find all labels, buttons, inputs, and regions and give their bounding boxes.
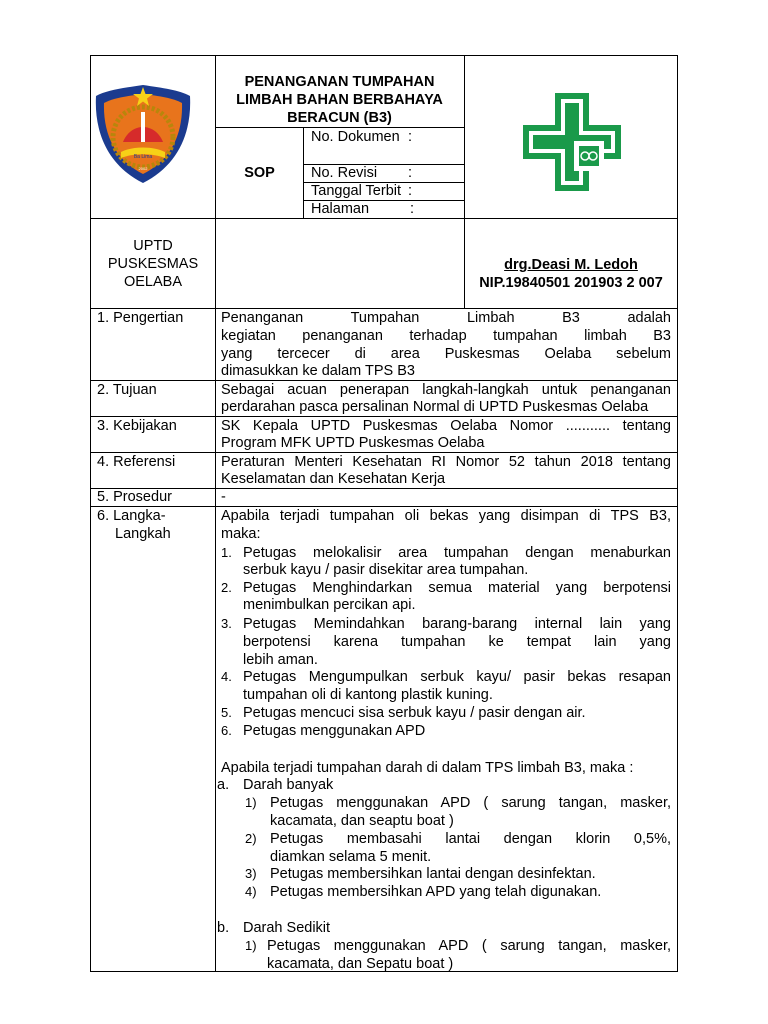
sub-label-a: a. bbox=[217, 777, 230, 793]
step-number: 5. bbox=[221, 705, 232, 720]
label-langkah: Langkah bbox=[115, 526, 171, 542]
sub-step-line: Petugas menggunakan APD ( sarung tangan, masker, bbox=[267, 938, 671, 954]
org-line-2: PUSKESMAS bbox=[107, 256, 199, 272]
sub-step-line: diamkan selama 5 menit. bbox=[270, 849, 432, 865]
pengertian-line: dimasukkan ke dalam TPS B3 bbox=[221, 363, 415, 379]
referensi-line: Peraturan Menteri Kesehatan RI Nomor 52 tahun 2018 tentang bbox=[221, 454, 671, 470]
referensi-line: Keselamatan dan Kesehatan Kerja bbox=[221, 471, 446, 487]
sub-step-line: Petugas membasahi lantai dengan klorin 0,5%, bbox=[270, 831, 671, 847]
field-no-revisi: No. Revisi bbox=[311, 165, 378, 181]
label-pengertian: 1. Pengertian bbox=[97, 310, 184, 326]
sub-step-number: 1) bbox=[245, 795, 257, 810]
signer-nip: NIP.19840501 201903 2 007 bbox=[479, 275, 663, 291]
sub-step-line: Petugas menggunakan APD ( sarung tangan, masker, bbox=[270, 795, 671, 811]
kebijakan-line: Program MFK UPTD Puskesmas Oelaba bbox=[221, 435, 485, 451]
pengertian-line: Penanganan Tumpahan Limbah B3 adalah bbox=[221, 310, 671, 326]
tujuan-line: Sebagai acuan penerapan langkah-langkah untuk penanganan bbox=[221, 382, 671, 398]
sop-title-line-2: LIMBAH BAHAN BERBAHAYA bbox=[236, 92, 443, 108]
step-number: 3. bbox=[221, 616, 232, 631]
label-referensi: 4. Referensi bbox=[97, 454, 176, 470]
sub-title-a: Darah banyak bbox=[243, 777, 334, 793]
tujuan-line: perdarahan pasca persalinan Normal di UPTD Puskesmas Oelaba bbox=[221, 399, 649, 415]
darah-intro: Apabila terjadi tumpahan darah di dalam TPS limbah B3, maka : bbox=[221, 760, 634, 776]
step-number: 4. bbox=[221, 669, 232, 684]
sop-label: SOP bbox=[244, 165, 275, 181]
step-line: berpotensi karena tumpahan ke tempat lain yang bbox=[243, 634, 671, 650]
label-kebijakan: 3. Kebijakan bbox=[97, 418, 177, 434]
step-line: lebih aman. bbox=[243, 652, 318, 668]
label-prosedur: 5. Prosedur bbox=[97, 489, 172, 505]
field-no-dokumen: No. Dokumen bbox=[311, 129, 400, 145]
step-line: menimbulkan percikan api. bbox=[243, 597, 416, 613]
step-number: 1. bbox=[221, 545, 232, 560]
sub-step-number: 2) bbox=[245, 831, 257, 846]
step-number: 2. bbox=[221, 580, 232, 595]
label-tujuan: 2. Tujuan bbox=[97, 382, 157, 398]
sub-label-b: b. bbox=[217, 920, 230, 936]
prosedur-value: - bbox=[221, 489, 226, 505]
pengertian-line: kegiatan penanganan terhadap tumpahan limbah B3 bbox=[221, 328, 671, 344]
sop-title-line-1: PENANGANAN TUMPAHAN bbox=[244, 74, 435, 90]
field-colon: : bbox=[408, 129, 413, 145]
org-line-1: UPTD bbox=[133, 238, 173, 254]
puskesmas-logo bbox=[519, 89, 625, 195]
sub-step-line: Petugas membersihkan lantai dengan desinfektan. bbox=[270, 866, 596, 882]
sub-step-number: 4) bbox=[245, 884, 257, 899]
oli-intro-line: Apabila terjadi tumpahan oli bekas yang disimpan di TPS B3, bbox=[221, 508, 671, 524]
sub-title-b: Darah Sedikit bbox=[243, 920, 331, 936]
step-number: 6. bbox=[221, 723, 232, 738]
district-logo bbox=[93, 82, 193, 187]
org-line-3: OELABA bbox=[123, 274, 183, 290]
step-line: Petugas Menghindarkan semua material yang berpotensi bbox=[243, 580, 671, 596]
label-langkah: 6. Langka- bbox=[97, 508, 166, 524]
field-halaman: Halaman bbox=[311, 201, 370, 217]
field-tanggal-terbit: Tanggal Terbit bbox=[311, 183, 402, 199]
kebijakan-line: SK Kepala UPTD Puskesmas Oelaba Nomor ........... tentang bbox=[221, 418, 671, 434]
logo-year: 2002 bbox=[138, 166, 148, 171]
step-line: tumpahan oli di kantong plastik kuning. bbox=[243, 687, 493, 703]
sub-step-line: kacamata, dan seaptu boat ) bbox=[270, 813, 454, 829]
oli-intro-line: maka: bbox=[221, 526, 261, 542]
step-line: Petugas melokalisir area tumpahan dengan menaburkan bbox=[243, 545, 671, 561]
step-line: Petugas menggunakan APD bbox=[243, 723, 426, 739]
step-line: serbuk kayu / pasir disekitar area tumpahan. bbox=[243, 562, 529, 578]
sub-step-line: kacamata, dan Sepatu boat ) bbox=[267, 956, 454, 972]
step-line: Petugas Mengumpulkan serbuk kayu/ pasir bekas resapan bbox=[243, 669, 671, 685]
logo-motto: Ba Lima bbox=[133, 154, 153, 160]
field-colon: : bbox=[408, 165, 413, 181]
sub-step-number: 3) bbox=[245, 866, 257, 881]
signer-name: drg.Deasi M. Ledoh bbox=[504, 257, 638, 273]
field-colon: : bbox=[408, 183, 413, 199]
step-line: Petugas mencuci sisa serbuk kayu / pasir dengan air. bbox=[243, 705, 586, 721]
pengertian-line: yang tercecer di area Puskesmas Oelaba sebelum bbox=[221, 346, 671, 362]
sop-title-line-3: BERACUN (B3) bbox=[287, 110, 392, 126]
step-line: Petugas Memindahkan barang-barang internal lain yang bbox=[243, 616, 671, 632]
field-colon: : bbox=[410, 201, 415, 217]
sub-step-line: Petugas membersihkan APD yang telah digunakan. bbox=[270, 884, 602, 900]
sub-step-number: 1) bbox=[245, 938, 257, 953]
